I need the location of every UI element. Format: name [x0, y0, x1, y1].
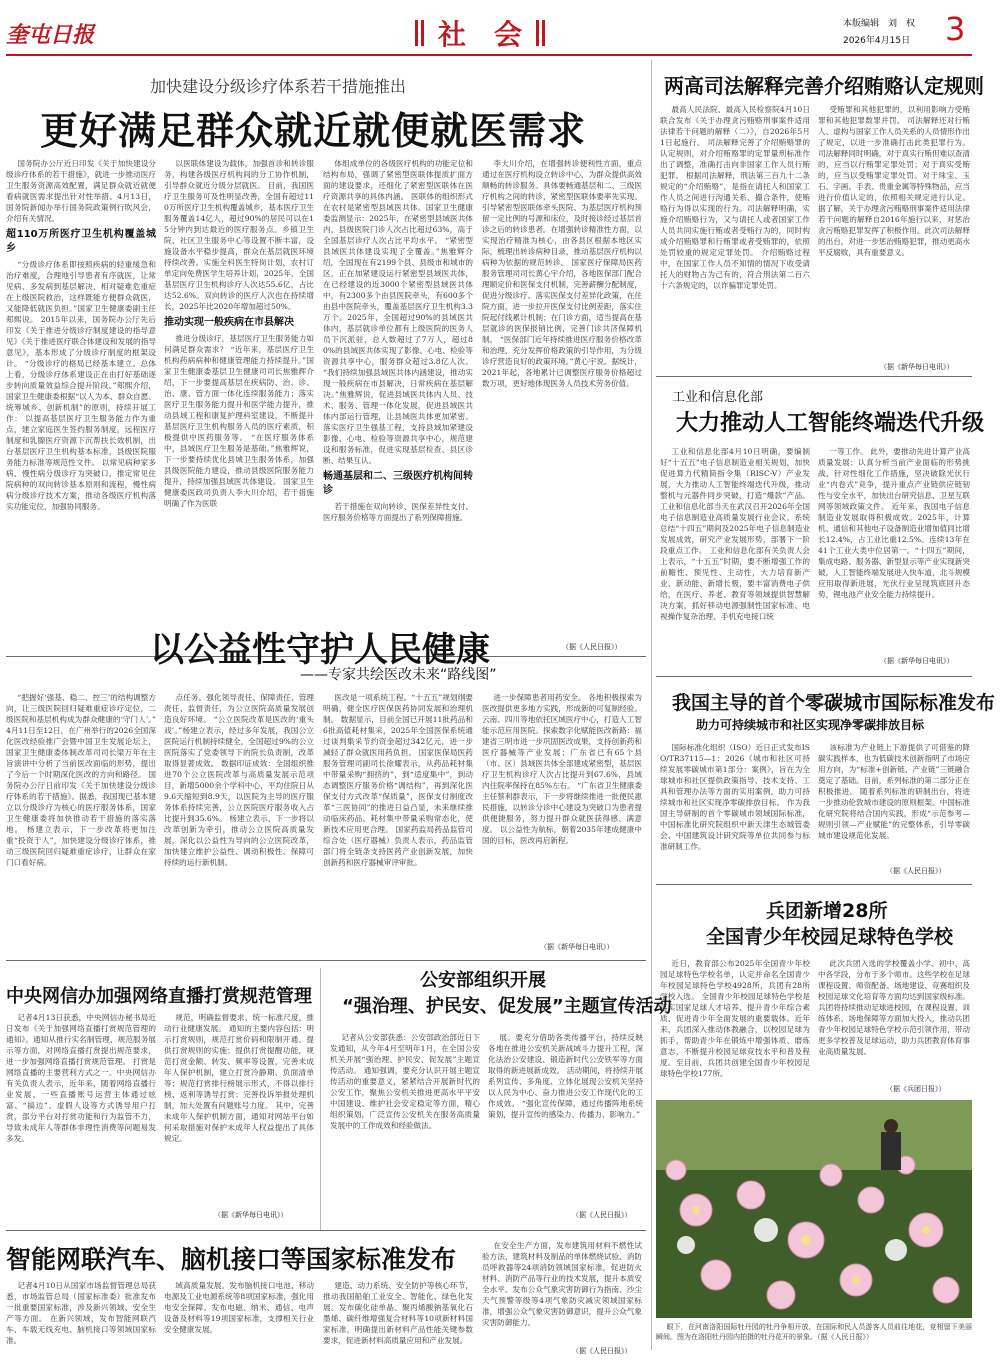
article1-col2b-text: 推进分级诊疗，基层医疗卫生服务能力如何满足群众需求？ “近年来，基层医疗卫生机构药病病种和健康管理能力持续提升。”国家卫生健康委基层卫生健康司司长焦雅辉介绍，下一步要提高基层在疾病防、治、诊、治、康、管方面一体化连续服务能力；落实医疗卫生服务能力提升和医学能力提升，推动县域工程和康复护理科室建设，不断提升基层医疗卫生机构服务人员的医疗素质，积极提供中医药服务等。 “在医疗服务体系中，县域医疗卫生服务是基础。”焦雅辉说，下一步要持续优化县城卫生服务体系，加强县级医院能力建设，推动县级医院服务能力提升，持续加强县域医共体建设。 国家卫生健康委医政司负责人李大川介绍，若干措施明确了作为医联 [164, 334, 314, 508]
section-bar-right2 [542, 20, 545, 46]
article2-col2 [164, 692, 314, 952]
photo-caption [656, 1322, 972, 1356]
article5-source: （据《人民日报》） [572, 1347, 632, 1355]
article5-title: 智能网联汽车、脑机接口等国家标准发布 [6, 1245, 457, 1274]
article6-rule [656, 376, 972, 377]
article6-title: 两高司法解释完善介绍贿赂认定规则 [664, 74, 984, 98]
article2-col4 [482, 692, 642, 927]
article1-sub2: 推动实现一般疾病在市县解决 [164, 317, 294, 328]
article6-source: （据《新华每日电讯》） [880, 363, 954, 371]
article1-col3 [323, 158, 473, 628]
article1-sub1: 超110万所医疗卫生机构覆盖城乡 [6, 229, 156, 254]
article8-col1-text: 国际标准化组织（ISO）近日正式发布ISO/TR37115—1：2026《城市和社区可持续发展零碳城市第1部分：案例》，旨在为全球城市和社区提供政策指导、技术支持、工具和管理办法等方面的实用案例，助力可持续城市和社区实现净零碳排放目标。 作为我国主导研制的首个零碳城市领域国际标准，中国标准化研究院组织中新天津生态城管委会、中国建筑设计研究院等单位共同参与标准研制工作。 [660, 743, 810, 851]
article3-col2-text: 规范，明确监督要求，统一标准尺度，推动行业健康发展。 通知的主要内容包括：明示打赏规则，规范打赏价码和限制开通、提供打赏规则的实施；提供打赏提醒功能，规范打赏金额、转发、频率等设置，完善未成年人保护机制，建立打赏冷静期、负面清单等；规范打赏排行榜展示形式，不得以排行榜、返利等诱导打赏；完善投诉举报处理机制，加大处置有问题账号力度。 其中，完善未成年人保护机制方面，通知对网站平台如何采取措施对保护未成年人权益提出了具体规定。 [164, 1013, 314, 1143]
article7-col1 [660, 446, 810, 668]
article8-rule [656, 884, 972, 885]
article4-col2-text: 展。要充分借助各类传播平台，持续反映各地在推进公安机关新战域斗力提升工程，深化法治公安建设、锻造新时代公安铁军等方面取得的新进展新成效。 活动期间，将持续开展系列宣传、多角度、立体化展现公安机关坚持以人民为中心、奋力推进公安工作现代化的工作成效。 “强化宣传保障，通过传播阵地系统策划，提升宣传的感染力、传播力、影响力。” [488, 1033, 643, 1119]
article3-col1 [6, 1012, 156, 1220]
article2-col2-text: 点任务。强化领导责任、保障责任、管理责任、监督责任，为公立医院高质量发展创造良好环境。 “公立医院改革是医改的‘重头戏’。”杨建立表示，经过多年发展，我国公立医院运行机制持续健全，全国超过9%的公立医院落实了党委领导下的院长负责制，改革取得显著成效。 数据印证成效：全国组织推进70个公立医院改革与高质量发展示范项目，新增5000余个学科中心，平均住院日从9.6天缩短到8.9天，以医院为主导的医疗服务体系持续完善，公立医院医疗服务收入占比提升到35.6%。 杨建立表示，下一步将以改革创新为牵引，推动公立医院高质量发展，深化以公益性为导向的公立医院改革，加快建立维护公益性、调动积极性、保障可持续的运行新机制。 [164, 693, 314, 867]
peony-photo [656, 1100, 972, 1318]
article2-source: （据《新华每日电讯》） [540, 943, 614, 951]
article1-sub3: 畅通基层和二、三级医疗机构间转诊 [323, 471, 473, 496]
article1-kicker: 加快建设分级诊疗体系若干措施推出 [150, 77, 407, 96]
article6-col2 [818, 104, 970, 356]
article4-col1-text: 记者从公安部获悉：公安部政治部近日下发通知，从今年4月至明年1月，在全国公安机关开展“强治理、护民安、促发展”主题宣传活动。 通知强调，要充分认识开展主题宣传活动的重要意义，紧紧结合开展新时代的公安工作，聚焦公安机关推进更高水平平安中国建设、维护社会安定稳定等方面，精心组织策划，广泛宣传公安机关在服务高质量发展中的工作成效和经验做法。 [330, 1033, 480, 1130]
article4-title: “强治理、护民安、促发展”主题宣传活动 [342, 996, 672, 1017]
article5-col3 [323, 1280, 473, 1352]
article5-col2 [164, 1280, 314, 1352]
article3-col1-text: 记者4月13日获悉，中央网信办秘书局近日发布《关于加强网络直播打赏规范管理的通知》。通知从推行实名制管理、规范服务展示等方面，对网络直播打赏提出规范要求，进一步加强网络直播打赏规范管理。 打赏是网络直播的主要营利方式之一。中央网信办有关负责人表示，近年来，随着网络直播行业发展，一些直播账号运营主体通过炫富、“搞边”、虚假人设等方式诱导用户打赏，部分平台对打赏功能和行为监管不力，导致未成年人等群体非理性消费等问题易发多发。 [6, 1013, 156, 1143]
article6-col1 [660, 104, 810, 362]
page-number: 3 [945, 10, 966, 48]
article7-title: 大力推动人工智能终端迭代升级 [676, 411, 985, 436]
article2-title: 以公益性守护人民健康 [150, 630, 490, 670]
article2-subtitle: ——专家共绘医改未来“路线图” [300, 667, 497, 683]
article4-kicker: 公安部组织开展 [420, 970, 546, 991]
column-divider [651, 60, 652, 1350]
paper-name: 奎屯日报 [6, 22, 95, 48]
article6-col2-text: 受贿罪和其他犯罪的，以利用影响力受贿罪和其他犯罪数罪并罚。 司法解释还对行贿人、虚构与国家工作人员关系的人员情形作出了规定，以进一步准确打击此类犯罪行为。 司法解释同时明确，对于真实行贿但难以查清的，应当以行贿罪定罪处罚；对于真实受贿的，应当以受贿罪定罪处罚。对于珠宝、玉石、字画、手表、贵重金属等特殊物品，应当进行价值认定的，依照相关规定进行认定。 据了解，关于办理贪污贿赂刑事案件适用法律若干问题的解释自2016年施行以来，对惩治贪污贿赂犯罪发挥了积极作用。此次司法解释的出台，对进一步惩治贿赂犯罪，推动更高水平反腐败，具有重要意义。 [818, 105, 970, 257]
article1-col4-text: 李大川介绍，在增强转诊便利性方面，重点通过在医疗机构设立转诊中心，为群众提供高效顺畅的转诊服务。具体要畅通基层和二、三级医疗机构之间的转诊，紧密型医联体要率先实现。引导紧密型医联体牵头医院、为基层医疗机构预留一定比例的号源和床位，及时接诊经过基层首诊之后的转诊患者。在增强转诊精准性方面，以实现治疗精准为核心，由各县区根据本地区实际，梳理出转诊病种目录，推动基层医疗机构以病种为依据的规范转诊。 国家医疗保障局医药服务管理司司长黄心宇介绍，各地医保部门配合理顺定价和医保支付机制，完善薪酬分配制度，促进分级诊疗。落实医保支付差异化政策，在住院方面，进一步拉开医保支付比例差距，落实住院起付线累计机制；在门诊方面，适当提高在基层就诊的医保报销比例，完善门诊共济保障机制。 “医保部门近年持续推进医疗服务价格改革和治理，充分发挥价格政策的引导作用，为分级诊疗营造良好的政策环境。”黄心宇说。据统计，2021年起，各地累计已调整医疗服务价格超过数万项，更好地体现医务人员技术劳务价值。 [482, 159, 642, 388]
article1-col1b-text: “分级诊疗体系即按照疾病的轻重缓急和治疗难度，合理地引导患者有序就医，让常见病、多发病到基层解决，相对疑难危重症在上级医院救治，这样既能方便群众就医，又能降低就医负担。”国家卫生健康委副主任郏熙说。 2015年以来，国务院办公厅先后印发《关于推进分级诊疗制度建设的指导意见》《关于推进医疗联合体建设和发展的指导意见》，基本形成了分级诊疗制度的框架设计。 “分级诊疗的格局已经基本建立。总体上看，分级诊疗体系建设正在由打好基础逐步转向质量效益综合提升阶段。”郏熙介绍，国家卫生健康委根据“以人为本、群众自愿、统筹城乡、创新机制”的原则，持续开展工作： 以提高基层医疗卫生服务能力作为重点，建立家庭医生签约服务制度，远程医疗制度和乳腺医疗资源下沉帮扶长效机制，出台基层医疗卫生机构基本标准，县级医院服务能力标准等规范性文件。 以常见病种家多病、慢性病分级诊疗为突破口，推定常见住院病种的双向转诊基本原则和流程，慢性病病分级诊疗技术方案，推动各级医疗机构落实功能定位，加强协同服务。 [6, 260, 156, 511]
article7-col1-text: 工业和信息化部4月10日明确，要编制好“十五五”电子信息制造业相关规划，加快促进算力代精简指令集（RISC-V）产业发展，大力推动人工智能终端迭代升级，推动整机与元器件同步突破，打造“爆款”产品。 工业和信息化部当天在武汉召开2026年全国电子信息制造业高质量发展行业会议。系统总结“十四五”期间及2025年电子信息制造业发展成效，研究产业发展形势，部署下一阶段重点工作。 工业和信息化部有关负责人会上表示，“十五五”时期，要不断增强工作的前瞻性、预见性、主动性，大力培育新产业、新动能、新增长极，要丰富消费电子供给，在医疗、养老、教育等领域提供智慧解决方案，抓好移动电源强制性国家标准、电视操作复杂治理、手机充电接口统 [660, 447, 810, 621]
article8-title: 我国主导的首个零碳城市国际标准发布 [672, 692, 996, 714]
article1-col3b-text: 若干措施在双向转诊、医保差异性支付、医疗服务价格等方面提出了系列保障措施。 [323, 502, 473, 522]
article4-col1 [330, 1032, 480, 1222]
article8-source: （据《人民日报》） [886, 867, 946, 875]
article4-rule [6, 1230, 646, 1231]
masthead-rule [6, 54, 972, 56]
article3-divider [320, 968, 321, 1230]
article9-title-line1: 兵团新增28所 [766, 900, 888, 922]
article4-source: （据《人民日报》） [572, 1211, 632, 1219]
article5-col4-text: 在安全生产方面，发布建筑用材料不燃性试验方法、建筑材料及制品的单体燃烧试验、消防员呼救器等24项消防领域国家标准，促进防火材料、消防产品等行业的技术发展，提升本质安全水平。发布公众气象灾害防御行为指南、沙尘天气预警等级等4项气象防灾减灾领域国家标准，增强公众气象灾害防御意识，提升公众气象灾害防御能力。 [482, 1241, 642, 1327]
article5-col4 [482, 1240, 642, 1344]
article8-col2-text: 该标准为产业链上下游提供了可借鉴的降碳实践样本，也为低碳技术创新指明了市场应用方向，为“标准+创新链、产业链”三链融合奠定了基础。目前，系列标准的第二部分正在积极推进。 随着系列标准的研制出台，将进一步推动伦敦城市建设的原则框架。中国标准化研究院将结合国内实践，形成“示范参考—规则引领—产业赋能”的完整体系，引导零碳城市建设规范化发展。 [818, 743, 970, 840]
article2-col1-text: “把握好‘强基、稳二、控三’的结构调整方向，让三级医院回归疑难重症诊疗定位，二级医院和基层机构成为群众健康的‘守门人’。” 4月11日至12日，在广州举行的2026全国深化医改经验推广会暨中国卫生发展论坛上，国家卫生健康委体制改革司司长梁万年在主旨演讲中分析了当前医改面临的形势，提出了今后一个时期深化医改的方向和路径。 国务院办公厅日前印发《关于加快建设分级诊疗体系的若干措施》。据悉，我国现已基本建立以分级诊疗为核心的医疗服务体系，国家卫生健康委将加快推动若干措施的落实落地。 杨建立表示，下一步改革将更加注重“投资于人”，加快建设分级诊疗体系，推动三级医院回归疑难重症诊疗，让群众在家门口看好病。 [6, 693, 156, 867]
article9-col2 [818, 958, 970, 1080]
article4-col2 [488, 1032, 643, 1200]
article5-col3-text: 建造、动力系统、安全防护等核心环节，推动我国船舶工业安全、智能化、绿色化发展。发布碳化硅单晶、聚丙烯酸钠基氧化石墨烯、碳纤维增强复合材料等10项新材料国家标准，明确提出新材料产品性能关键参数要求，促进新材料高质量应用和产业发展。 [323, 1281, 473, 1345]
article1-col3-text: 体组成单位的各级医疗机构的功能定位和结构布局，强调了紧密型医联体提质扩面方面的建设要求，还细化了紧密型医联体在医疗资源共享的具体内涵。 医联体的组织形式在农村是紧密型县域医共体。国家卫生健康委监测显示：2025年，在紧密型县域医共体内，县级医院门诊人次占比超过63%，高于全国基层诊疗人次占比平均水平。 “紧密型县域医共体建设实现了全覆盖。”焦雅辉介绍，全国现在有2199个县、县级市和城市的区，正在加紧建设运行紧密型县域医共体，在已经建设的近3000个紧密型县域医共体中，有2300多个由县医院牵头，有600多个由县中医院牵头，覆盖基层医疗卫生机构3.3万个。2025年，全国超过90%的县域医共体内，基层就诊单位都有上级医院的医务人员下沉派驻，总人数超过了7万人，超过80%的县域医共体实现了影像、心电、检验等资源共享中心，服务群众超过3.8亿人次。 “我们持续加强县域医共体内涵建设，推动实现一般疾病在市县解决，日常疾病在基层解决。”焦雅辉说，促进县域医共体内人员、技术、服务、管理一体化发展，促进县域医共体内部运行管理，让县域医共体更加紧密。落实医疗卫生强基工程，支持县域加紧建设影像、心电、检验等资源共享中心，规范建设和服务标准，促进实现基层检查、县区诊断、结果互认。 [323, 159, 473, 465]
article8-col1 [660, 742, 810, 868]
section-title: 社 会 [437, 18, 522, 51]
article1-source: （据《人民日报》） [562, 643, 622, 651]
article7-col2 [818, 446, 970, 656]
issue-date: 2026年4月15日 [843, 36, 911, 46]
article1-col2 [164, 158, 314, 628]
article9-source: （据《兵团日报》） [886, 1085, 946, 1093]
article2-col1 [6, 692, 156, 952]
article3-source: （据《新华每日电讯》） [214, 1211, 288, 1219]
article9-col1-text: 近日，教育部公布2025年全国青少年校园足球特色学校名单，认定并命名全国青少年校园足球特色学校4928所，兵团有28所学校入选。 全国青少年校园足球特色学校是落实国家足球人才培养、提升青少年综合素质、促进青少年全面发展的重要载体。近年来，兵团深入推动体教融合，以校园足球为抓手，帮助青少年在锻炼中增强体质、磨炼意志，不断提升校园足球竞技水平和普及程度。至目前，兵团共创建全国青少年校园足球特色学校177所。 [660, 959, 810, 1078]
article3-col2 [164, 1012, 314, 1208]
article2-rule [6, 960, 646, 961]
article7-kicker: 工业和信息化部 [672, 390, 764, 405]
article5-col1-text: 记者4月10日从国家市场监督管理总局获悉，市场监管总局（国家标准委）批准发布一批重要国家标准，涉及新兴领域、安全生产等方面。 在新兴领域，发布智能网联汽车、车载无线充电、脑机接口等领域国家标准。 [6, 1281, 156, 1345]
article9-col2-text: 此次兵团入选的学校覆盖小学、初中、高中各学段，分布于多个师市。这些学校在足球课程设置、师资配备、场地建设、竞赛组织及校园足球文化培育等方面均达到国家级标准。兵团将持续推动足球进校园，在课程设置、训练体系、场地保障等方面加大投入，推动兵团青少年校园足球特色学校示范引领作用，带动更多学校普及足球运动，助力兵团教育体育事业高质量发展。 [818, 959, 970, 1056]
article6-col1-text: 最高人民法院、最高人民检察院4月10日联合发布《关于办理贪污贿赂刑事案件适用法律若干问题的解释（二）》，自2026年5月1日起施行。 司法解释完善了介绍贿赂罪的认定规则，对介绍贿赂罪的定罪量刑标准作出了调整，准确打击向非国家工作人员行贿犯罪。 根据司法解释，刑法第三百九十二条规定的“介绍贿赂”，是指在请托人和国家工作人员之间进行沟通关系、撮合条件，使贿赂行为得以实现的行为。司法解释明确，实施介绍贿赂行为，又与请托人或者国家工作人员共同实施行贿或者受贿行为的，同时构成介绍贿赂罪和行贿罪或者受贿罪的，依照处罚较重的规定定罪处罚。 介绍贿赂过程中，在国家工作人员不知情的情况下收受请托人的财物占为己有的，符合刑法第二百六十六条规定的，以诈骗罪定罪处罚。 [660, 105, 810, 290]
section-bar-left2 [421, 20, 424, 46]
article1-col2-text: 以医联体建设为载体，加强首诊和转诊服务，构建各级医疗机构间的分工协作机制，引导群众就近分级分层就医。 目前，我国医疗卫生服务可及性明显改善，全国有超过110万所医疗卫生机构覆盖城乡，基本医疗卫生服务覆盖14亿人，超过90%的居民可以在15分钟内到达最近的医疗服务点。乡镇卫生院、社区卫生服务中心等设置不断丰富，设施设备水平稳步提高，群众在基层就医环境持续改善。实施全科医生特岗计划，农村订单定向免费医学生培养计划，2025年，全国基层医疗卫生机构诊疗人次达55.6亿，占比达52.6%。双向转诊的医疗人次也在持续增长，2025年比2020年增加超过50%。 [164, 159, 314, 311]
article1-title: 更好满足群众就近就便就医需求 [40, 109, 587, 153]
article7-col2-text: 一等工作。 此外，要推动先进计算产业高质量发展；认真分析当前产业面临的形势挑战，针对性细化工作措施，坚决破除光伏行业“内卷式”竞争，提升重点产业链供应链韧性与安全水平，加快出台研究信息、卫星互联网等领域政策文件。 近年来，我国电子信息制造业发展取得积极成效。2025年，计算机、通信和其他电子设备制造业增加值同比增长12.4%，占工业比重12.5%。连续13年在41个工业大类中位居第一。“十四五”期间，集成电路、服务器、新型显示等产业实现新突破，人工智能终端发展进入快车道，北斗规模应用取得新进展，光伏行业呈现筑底回升态势，锂电池产业安全能力持续提升。 [818, 447, 970, 599]
article9-col1 [660, 958, 810, 1092]
section-bar-left [415, 20, 418, 46]
photo-caption-text: 眼下，在河南洛阳国际牡丹园的牡丹争相开放，在国际和民人员游客人员前往地花，竞相留下美丽瞬间。图为在洛阳牡丹园内拍摄的牡丹花开的景象。（据《人民日报》） [656, 1323, 972, 1341]
article5-col2-text: 域高质量发展。发布脑机接口电池、移动电源及工业电源系统等8项国家标准，强化用电安全保障。发布电磁、纳米、通信、电声设备及材料等19项国家标准，支撑相关行业安全健康发展。 [164, 1281, 314, 1334]
article3-title: 中央网信办加强网络直播打赏规范管理 [6, 986, 312, 1007]
article1-col1 [6, 158, 156, 628]
article9-title-line2: 全国青少年校园足球特色学校 [706, 926, 954, 948]
article7-source: （据《新华每日电讯》） [880, 657, 954, 665]
article5-col1 [6, 1280, 156, 1352]
article2-col4-text: 进一步保障患者用药安全。 各地积极探索为医改提供更多地方实践，形成新的可复制经验。云南、四川等地依托区域医疗中心，打造人工智能示范应用医院。探索数字化赋能医改新路：福建省三明市进一步巩固医改成果，支持创新药和医疗器械等产业发展；广东省已有65个县（市、区）县域医共体全部建成紧密型，基层医疗卫生机构诊疗人次占比提升到67.6%，县域内住院率保持在85%左右。 “广东省卫生健康委主任蔡利群表示，下一步将继续推进一批便民惠民措施，以转诊分诊中心建设为突破口为患者提供便捷服务，努力提升群众就医获得感、满意度。 以公益性为航标，朝着2035年建成健康中国的目标，医改再启新程。 [482, 693, 642, 845]
article2-col3-text: 医改是一项系统工程。“十五五”规划纲要明确，健全医疗医保医药协同发展和治理机制。 数据显示，目前全国已开展11批药品和6批高值耗材集采，2025年全国医保系统通过谈判集采节约资金超过342亿元，进一步减轻了群众就医用药负担。 国家医保局医药服务管理司副司长徐耀表示，从药品耗材集中带量采购“拥挤的”，到“适度集中”，到动态调整医疗服务价格“调结构”，再到深化医保支付方式改革“保质量”，医保支付制度改革“三医协同”的推进日益凸显，未来继续推动临床药品、耗材集中带量采购常态化，使新技术应用更合理。 国家药监局药品监管司综合处（医疗器械）负责人表示，药品监管部门将全链条支持医药产业创新发展，加快创新药和医疗器械审评审批。 [323, 693, 473, 867]
section-banner [390, 16, 570, 50]
article1-col1-text: 国务院办公厅近日印发《关于加快建设分级诊疗体系的若干措施》，就进一步推动医疗卫生服务资源高效配置，满足群众就近就便看病就医需求提出针对性举措。4月13日，国务院新闻办举行国务院政策例行吹风会，介绍有关情况。 [6, 159, 156, 223]
article2-col3 [323, 692, 473, 952]
editor-line: 本版编辑 刘 权 [843, 19, 916, 29]
article8-col2 [818, 742, 970, 856]
section-bar-right [536, 20, 539, 46]
peony-photo-graphic [656, 1100, 972, 1318]
article8-subtitle: 助力可持续城市和社区实现净零碳排放目标 [696, 718, 925, 732]
article7-rule [656, 676, 972, 677]
article1-col4 [482, 158, 642, 628]
